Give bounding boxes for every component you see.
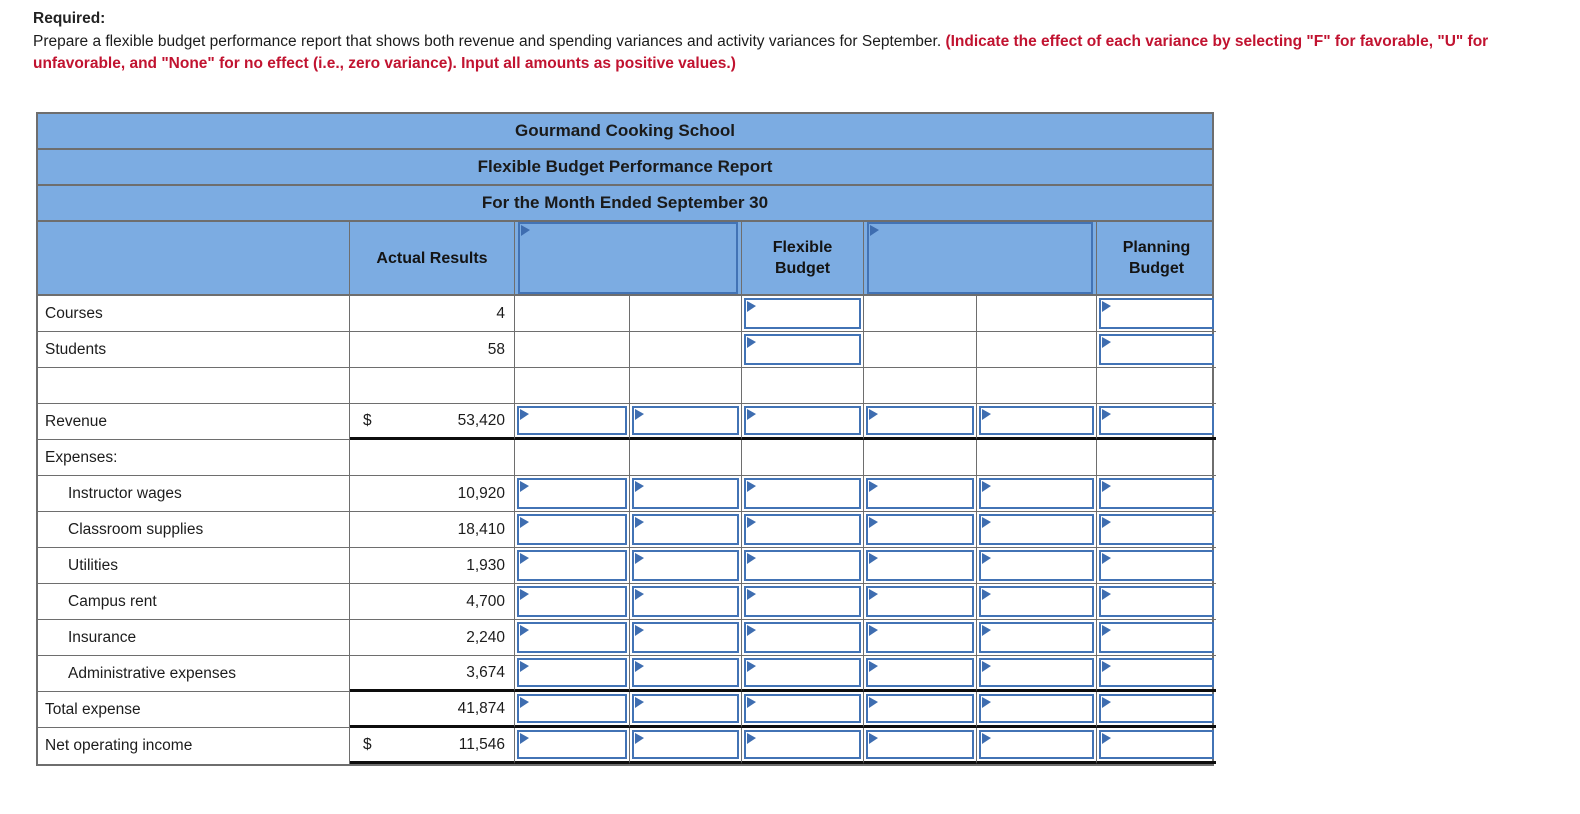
activity-variance-amount-input[interactable] [866,406,974,435]
actual-results-value [350,728,515,764]
amount-text: 18,410 [457,520,505,538]
actual-results-value [350,548,515,584]
cell-marker-icon [982,553,991,564]
planning-budget-input[interactable] [1099,586,1214,617]
input-cell [742,692,864,728]
input-cell [1097,728,1216,764]
table-row [38,548,1212,584]
spending-variance-amount-input[interactable] [517,586,627,617]
cell-marker-icon [520,697,529,708]
input-cell [1097,476,1216,512]
cell-marker-icon [521,225,530,236]
row-label: Administrative expenses [38,656,350,692]
cell-marker-icon [1102,517,1111,528]
cell-marker-icon [635,409,644,420]
input-cell [742,548,864,584]
spending-variance-amount-input[interactable] [517,514,627,545]
activity-variances-header-cell [864,222,1097,294]
instruction-text-red: (Indicate the effect of each variance by selecting "F" for favorable, "U" for unfavorable, and "None" for no effect (i.e., zero variance). Input all amounts as positive values.) [33,33,1489,72]
cell-marker-icon [1102,553,1111,564]
cell-marker-icon [520,553,529,564]
empty-cell [515,332,630,368]
activity-variance-amount-input[interactable] [866,514,974,545]
input-cell [1097,656,1216,692]
cell-marker-icon [520,589,529,600]
cell-marker-icon [635,625,644,636]
empty-cell [977,440,1097,476]
flexible-budget-input[interactable] [744,694,861,723]
input-cell [630,404,742,440]
cell-marker-icon [869,661,878,672]
spending-variance-fu-input[interactable] [632,730,739,759]
planning-budget-input[interactable] [1099,622,1214,653]
spending-variance-amount-input[interactable] [517,658,627,687]
cell-marker-icon [635,661,644,672]
empty-cell [864,368,977,404]
activity-variance-amount-input[interactable] [866,478,974,509]
report-period: For the Month Ended September 30 [38,186,1212,222]
cell-marker-icon [869,589,878,600]
row-label [38,368,350,404]
flexible-budget-input[interactable] [744,514,861,545]
actual-results-value [350,332,515,368]
input-cell [515,476,630,512]
spending-variance-amount-input[interactable] [517,730,627,759]
spending-variance-fu-input[interactable] [632,694,739,723]
planning-budget-input[interactable] [1099,658,1214,687]
dollar-sign: $ [363,411,372,429]
input-cell [977,404,1097,440]
input-cell [1097,584,1216,620]
input-cell [630,656,742,692]
table-row [38,584,1212,620]
input-cell [977,512,1097,548]
amount-text: 10,920 [457,484,505,502]
flexible-budget-input[interactable] [744,622,861,653]
spending-variance-amount-input[interactable] [517,694,627,723]
planning-budget-input[interactable] [1099,478,1214,509]
planning-budget-input[interactable] [1099,298,1214,329]
row-label: Insurance [38,620,350,656]
planning-budget-input[interactable] [1099,406,1214,435]
activity-variance-amount-input[interactable] [866,694,974,723]
flexible-budget-input[interactable] [744,586,861,617]
table-row [38,332,1212,368]
activity-variance-fu-input[interactable] [979,406,1094,435]
cell-marker-icon [520,409,529,420]
empty-cell [630,440,742,476]
actual-results-value [350,296,515,332]
cell-marker-icon [982,661,991,672]
actual-results-value [350,512,515,548]
cell-marker-icon [635,553,644,564]
input-cell [742,620,864,656]
table-row [38,692,1212,728]
amount-text: 58 [487,340,505,358]
amount-text: 11,546 [458,735,505,753]
input-cell [742,476,864,512]
spending-variance-amount-input[interactable] [517,406,627,435]
cell-marker-icon [747,661,756,672]
cell-marker-icon [1102,589,1111,600]
input-cell [515,656,630,692]
input-cell [630,476,742,512]
actual-results-value [350,440,515,476]
table-row [38,620,1212,656]
row-label: Courses [38,296,350,332]
input-cell [630,584,742,620]
input-cell [864,476,977,512]
spending-variance-amount-input[interactable] [517,550,627,581]
input-cell [977,476,1097,512]
cell-marker-icon [869,697,878,708]
instruction-text [33,31,1555,75]
input-cell [630,692,742,728]
spending-variance-fu-input[interactable] [632,478,739,509]
actual-results-column-header: Actual Results [350,222,515,294]
empty-cell [742,368,864,404]
cell-marker-icon [520,517,529,528]
activity-variance-fu-input[interactable] [979,514,1094,545]
row-label: Expenses: [38,440,350,476]
input-cell [1097,512,1216,548]
cell-marker-icon [1102,661,1111,672]
table-row [38,404,1212,440]
empty-cell [864,332,977,368]
input-cell [515,548,630,584]
actual-results-value [350,584,515,620]
cell-marker-icon [982,481,991,492]
spending-variance-fu-input[interactable] [632,550,739,581]
cell-marker-icon [869,733,878,744]
amount-text: 41,874 [457,699,505,717]
report-body [38,296,1212,764]
input-cell [742,728,864,764]
activity-variance-amount-input[interactable] [866,586,974,617]
input-cell [1097,620,1216,656]
actual-results-value [350,620,515,656]
empty-cell [515,296,630,332]
spending-variance-fu-input[interactable] [632,514,739,545]
activity-variance-fu-input[interactable] [979,586,1094,617]
planning-budget-input[interactable] [1099,550,1214,581]
input-cell [864,728,977,764]
amount-text: 1,930 [466,556,505,574]
table-row [38,656,1212,692]
empty-cell [630,296,742,332]
cell-marker-icon [1102,301,1111,312]
cell-marker-icon [1102,481,1111,492]
input-cell [977,656,1097,692]
flexible-budget-input[interactable] [744,478,861,509]
input-cell [515,584,630,620]
row-label: Total expense [38,692,350,728]
cell-marker-icon [747,301,756,312]
input-cell [742,296,864,332]
report-subtitle: Flexible Budget Performance Report [38,150,1212,186]
spending-variance-fu-input[interactable] [632,658,739,687]
input-cell [977,620,1097,656]
cell-marker-icon [1102,733,1111,744]
empty-cell [515,368,630,404]
report-table [36,112,1214,766]
cell-marker-icon [520,625,529,636]
spending-variance-fu-input[interactable] [632,406,739,435]
row-label: Utilities [38,548,350,584]
row-label: Net operating income [38,728,350,764]
input-cell [630,548,742,584]
empty-cell [630,368,742,404]
cell-marker-icon [982,625,991,636]
empty-cell [977,332,1097,368]
cell-marker-icon [747,517,756,528]
amount-text: 2,240 [466,628,505,646]
spending-variances-header-input[interactable] [518,222,738,294]
cell-marker-icon [635,733,644,744]
input-cell [515,692,630,728]
cell-marker-icon [869,409,878,420]
input-cell [742,656,864,692]
planning-budget-input[interactable] [1099,694,1214,723]
input-cell [1097,404,1216,440]
empty-cell [630,332,742,368]
empty-cell [515,440,630,476]
input-cell [742,584,864,620]
table-row [38,476,1212,512]
cell-marker-icon [1102,625,1111,636]
table-row [38,296,1212,332]
activity-variance-amount-input[interactable] [866,550,974,581]
amount-text: 53,420 [457,411,505,429]
cell-marker-icon [635,481,644,492]
amount-text: 3,674 [466,663,505,681]
activity-variance-fu-input[interactable] [979,478,1094,509]
actual-results-value [350,368,515,404]
empty-cell [742,440,864,476]
activity-variance-fu-input[interactable] [979,730,1094,759]
input-cell [630,620,742,656]
empty-cell [977,296,1097,332]
cell-marker-icon [520,661,529,672]
cell-marker-icon [869,625,878,636]
cell-marker-icon [747,733,756,744]
required-label: Required: [33,10,106,27]
input-cell [742,332,864,368]
activity-variance-fu-input[interactable] [979,658,1094,687]
input-cell [742,512,864,548]
cell-marker-icon [1102,697,1111,708]
input-cell [515,620,630,656]
input-cell [515,728,630,764]
planning-budget-input[interactable] [1099,730,1214,759]
cell-marker-icon [747,481,756,492]
spending-variance-fu-input[interactable] [632,586,739,617]
spending-variance-amount-input[interactable] [517,478,627,509]
empty-cell [1097,368,1216,404]
cell-marker-icon [635,697,644,708]
empty-cell [864,440,977,476]
input-cell [515,404,630,440]
activity-variance-fu-input[interactable] [979,550,1094,581]
planning-budget-input[interactable] [1099,514,1214,545]
empty-cell [1097,440,1216,476]
planning-budget-input[interactable] [1099,334,1214,365]
input-cell [864,548,977,584]
cell-marker-icon [869,481,878,492]
input-cell [1097,548,1216,584]
cell-marker-icon [982,697,991,708]
cell-marker-icon [982,409,991,420]
amount-text: 4,700 [466,592,505,610]
input-cell [977,728,1097,764]
column-header-row [38,222,1212,296]
input-cell [1097,692,1216,728]
cell-marker-icon [747,589,756,600]
input-cell [1097,332,1216,368]
cell-marker-icon [982,733,991,744]
cell-marker-icon [635,517,644,528]
input-cell [977,548,1097,584]
spending-variance-amount-input[interactable] [517,622,627,653]
instructions-block [33,8,1555,75]
input-cell [977,584,1097,620]
cell-marker-icon [869,553,878,564]
activity-variance-fu-input[interactable] [979,622,1094,653]
activity-variance-amount-input[interactable] [866,622,974,653]
actual-results-value [350,404,515,440]
row-label: Revenue [38,404,350,440]
actual-results-value [350,692,515,728]
input-cell [864,404,977,440]
cell-marker-icon [747,409,756,420]
input-cell [864,620,977,656]
input-cell [864,512,977,548]
activity-variance-amount-input[interactable] [866,730,974,759]
flexible-budget-input[interactable] [744,298,861,329]
activity-variance-fu-input[interactable] [979,694,1094,723]
table-row [38,440,1212,476]
spending-variances-header-cell [515,222,742,294]
input-cell [977,692,1097,728]
cell-marker-icon [635,589,644,600]
cell-marker-icon [982,589,991,600]
table-row [38,368,1212,404]
spending-variance-fu-input[interactable] [632,622,739,653]
flexible-budget-input[interactable] [744,730,861,759]
input-cell [630,512,742,548]
input-cell [742,404,864,440]
amount-text: 4 [496,304,505,322]
instruction-text-black: Prepare a flexible budget performance report that shows both revenue and spending variances and activity variances for September. [33,33,946,50]
input-cell [864,584,977,620]
flexible-budget-column-header: Flexible Budget [742,222,864,294]
flexible-budget-input[interactable] [744,658,861,687]
table-row [38,512,1212,548]
row-label-column-header [38,222,350,294]
cell-marker-icon [869,517,878,528]
cell-marker-icon [1102,337,1111,348]
actual-results-value [350,476,515,512]
row-label: Instructor wages [38,476,350,512]
input-cell [864,692,977,728]
cell-marker-icon [870,225,879,236]
activity-variances-header-input[interactable] [867,222,1093,294]
flexible-budget-input[interactable] [744,406,861,435]
flexible-budget-input[interactable] [744,550,861,581]
cell-marker-icon [747,553,756,564]
input-cell [1097,296,1216,332]
input-cell [864,656,977,692]
flexible-budget-input[interactable] [744,334,861,365]
cell-marker-icon [1102,409,1111,420]
row-label: Campus rent [38,584,350,620]
input-cell [630,728,742,764]
actual-results-value [350,656,515,692]
empty-cell [864,296,977,332]
row-label: Students [38,332,350,368]
row-label: Classroom supplies [38,512,350,548]
cell-marker-icon [747,697,756,708]
planning-budget-column-header: Planning Budget [1122,239,1191,277]
dollar-sign: $ [363,735,372,753]
table-row [38,728,1212,764]
empty-cell [977,368,1097,404]
report-title: Gourmand Cooking School [38,114,1212,150]
cell-marker-icon [520,481,529,492]
cell-marker-icon [982,517,991,528]
input-cell [515,512,630,548]
cell-marker-icon [520,733,529,744]
cell-marker-icon [747,625,756,636]
cell-marker-icon [747,337,756,348]
activity-variance-amount-input[interactable] [866,658,974,687]
